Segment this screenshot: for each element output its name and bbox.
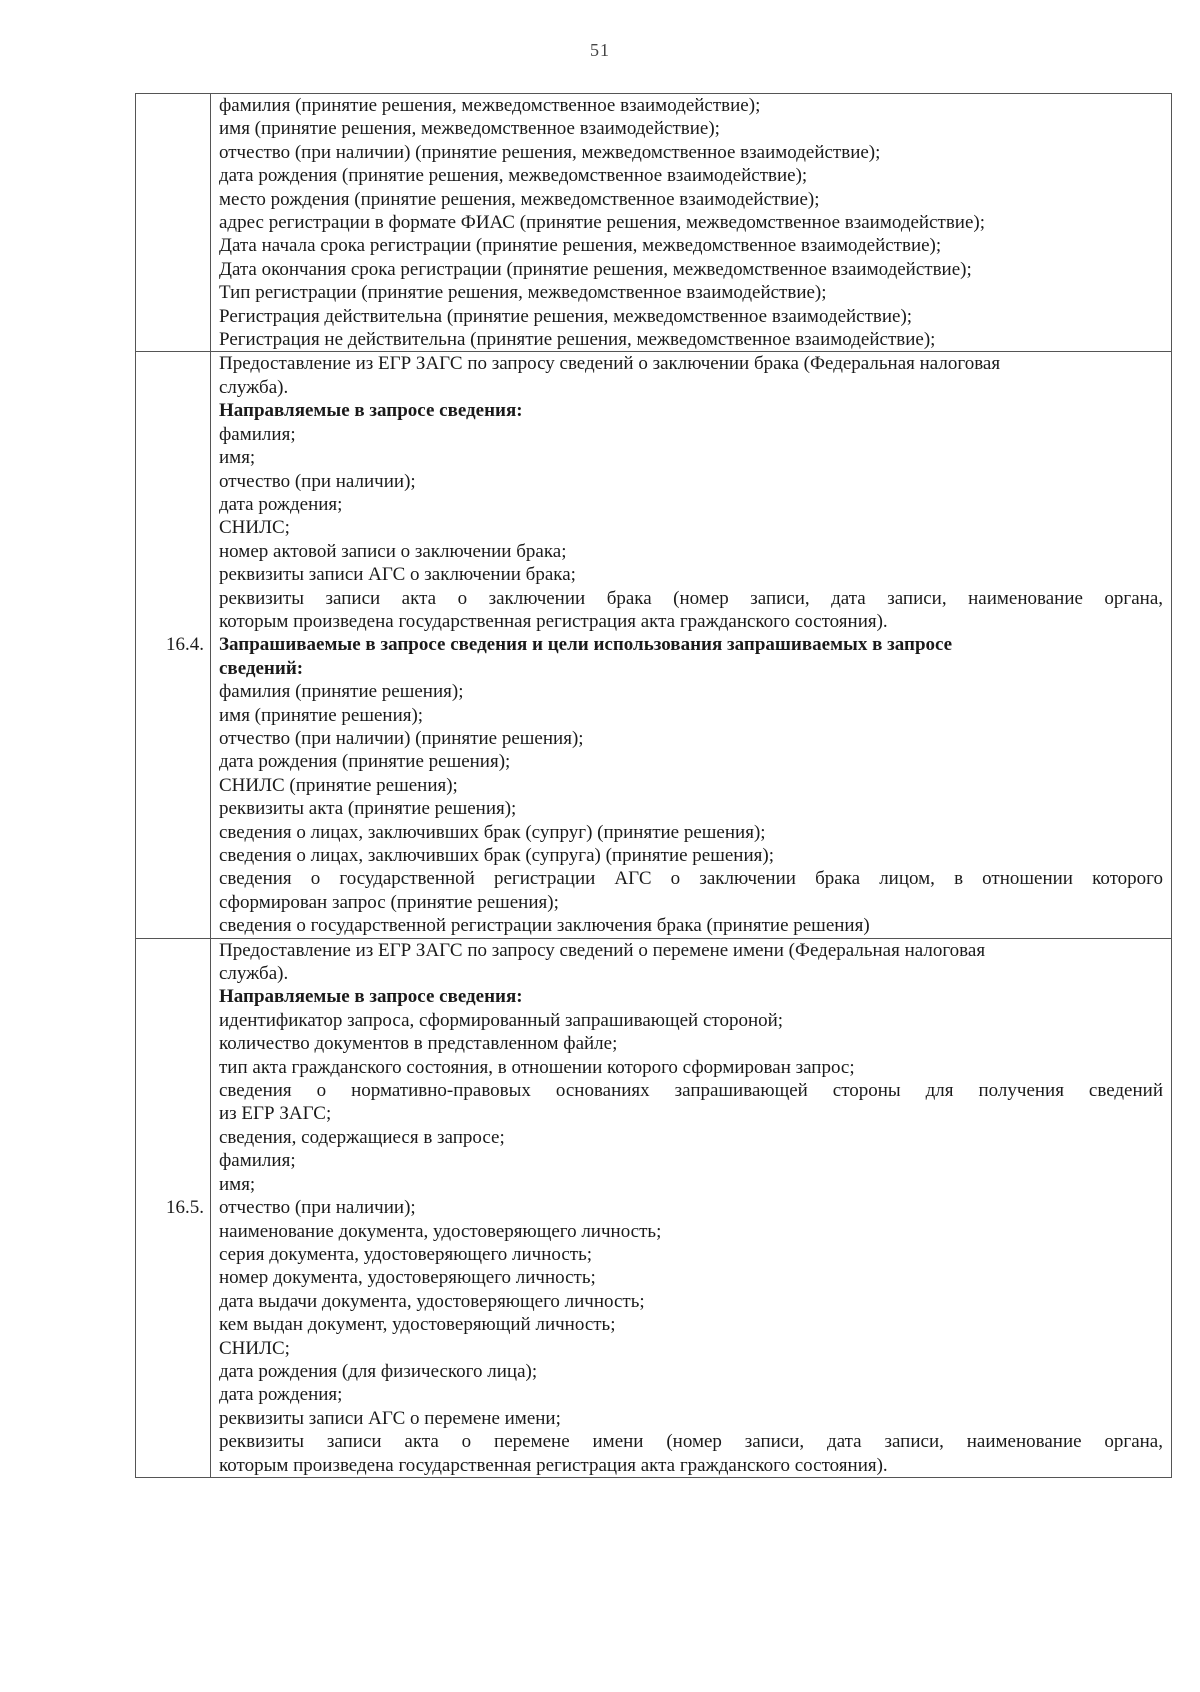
content-line: которым произведена государственная регистрация акта гражданского состояния). — [219, 610, 888, 632]
content-line: дата рождения (для физического лица); — [219, 1360, 538, 1382]
content-line: СНИЛС; — [219, 517, 290, 539]
content-line: реквизиты записи акта о заключении брака (номер записи, дата записи, наименование органа, — [219, 587, 1163, 609]
content-line: реквизиты записи акта о перемене имени (номер записи, дата записи, наименование органа, — [219, 1431, 1163, 1453]
table-row — [136, 352, 1172, 938]
content-line: сведения о лицах, заключивших брак (супруг) (принятие решения); — [219, 821, 766, 843]
table-row — [136, 94, 1172, 352]
content-line: количество документов в представленном файле; — [219, 1033, 618, 1055]
content-line: место рождения (принятие решения, межведомственное взаимодействие); — [219, 188, 820, 210]
row-number: 16.5. — [166, 1197, 204, 1219]
content-line: сведения о лицах, заключивших брак (супруга) (принятие решения); — [219, 845, 774, 866]
section-heading: Направляемые в запросе сведения: — [219, 400, 523, 422]
content-line: имя; — [219, 447, 256, 469]
content-line: сведения о нормативно-правовых основаниях запрашивающей стороны для получения сведений — [219, 1080, 1163, 1102]
table-body — [136, 94, 1172, 1478]
content-line: отчество (при наличии); — [219, 470, 416, 492]
content-line: наименование документа, удостоверяющего личность; — [219, 1220, 662, 1242]
content-line: Тип регистрации (принятие решения, межведомственное взаимодействие); — [219, 282, 827, 304]
content-line: сведения о государственной регистрации заключения брака (принятие решения) — [219, 915, 870, 937]
content-line: кем выдан документ, удостоверяющий личность; — [219, 1314, 616, 1336]
content-line: служба). — [219, 963, 289, 985]
content-line: отчество (при наличии) (принятие решения); — [219, 727, 584, 749]
row-number-cell — [136, 352, 211, 938]
content-line: фамилия (принятие решения); — [219, 681, 464, 703]
content-line: дата рождения (принятие решения); — [219, 751, 511, 773]
content-line: адрес регистрации в формате ФИАС (принятие решения, межведомственное взаимодействие); — [219, 212, 986, 234]
section-heading: сведений: — [219, 657, 304, 679]
content-line: дата рождения (принятие решения, межведомственное взаимодействие); — [219, 165, 808, 187]
row-number: 16.4. — [166, 634, 204, 656]
row-content-cell — [211, 94, 1172, 352]
content-line: тип акта гражданского состояния, в отношении которого сформирован запрос; — [219, 1056, 855, 1078]
content-line: фамилия; — [219, 1150, 296, 1172]
content-line: фамилия; — [219, 423, 296, 445]
content-line: Предоставление из ЕГР ЗАГС по запросу сведений о заключении брака (Федеральная налоговая — [219, 353, 1001, 375]
content-line: из ЕГР ЗАГС; — [219, 1103, 332, 1125]
row-number-cell — [136, 94, 211, 352]
content-line: имя (принятие решения); — [219, 704, 424, 726]
row-number-cell — [136, 938, 211, 1477]
content-line: дата рождения; — [219, 1384, 343, 1406]
table-row — [136, 938, 1172, 1477]
content-line: имя; — [219, 1173, 256, 1195]
row-content-cell — [211, 938, 1172, 1477]
content-line: дата выдачи документа, удостоверяющего личность; — [219, 1290, 645, 1312]
content-line: Предоставление из ЕГР ЗАГС по запросу сведений о перемене имени (Федеральная налоговая — [219, 939, 986, 961]
content-line: идентификатор запроса, сформированный запрашивающей стороной; — [219, 1009, 784, 1031]
section-heading: Запрашиваемые в запросе сведения и цели использования запрашиваемых в запросе — [219, 634, 953, 656]
content-line: Регистрация действительна (принятие решения, межведомственное взаимодействие); — [219, 305, 913, 327]
content-line: фамилия (принятие решения, межведомственное взаимодействие); — [219, 95, 761, 116]
content-line: Дата окончания срока регистрации (принятие решения, межведомственное взаимодействие); — [219, 258, 972, 280]
content-line: сведения, содержащиеся в запросе; — [219, 1126, 505, 1148]
content-line: имя (принятие решения, межведомственное взаимодействие); — [219, 118, 720, 140]
content-line: Регистрация не действительна (принятие решения, межведомственное взаимодействие); — [219, 329, 936, 351]
content-line: отчество (при наличии); — [219, 1197, 416, 1219]
content-line: Дата начала срока регистрации (принятие решения, межведомственное взаимодействие); — [219, 235, 942, 257]
content-line: номер актовой записи о заключении брака; — [219, 540, 567, 562]
row-content-cell — [211, 352, 1172, 938]
content-line: СНИЛС; — [219, 1337, 290, 1359]
content-line: дата рождения; — [219, 493, 343, 515]
content-line: номер документа, удостоверяющего личность; — [219, 1267, 596, 1289]
content-line: реквизиты акта (принятие решения); — [219, 798, 517, 820]
content-line: СНИЛС (принятие решения); — [219, 774, 458, 796]
section-heading: Направляемые в запросе сведения: — [219, 986, 523, 1008]
content-line: которым произведена государственная регистрация акта гражданского состояния). — [219, 1454, 888, 1476]
content-line: сведения о государственной регистрации АГС о заключении брака лицом, в отношении которого — [219, 868, 1163, 890]
content-line: сформирован запрос (принятие решения); — [219, 891, 559, 913]
content-line: отчество (при наличии) (принятие решения, межведомственное взаимодействие); — [219, 141, 881, 163]
content-line: реквизиты записи АГС о перемене имени; — [219, 1407, 561, 1429]
content-line: серия документа, удостоверяющего личность; — [219, 1243, 593, 1265]
page-number: 51 — [590, 40, 610, 60]
document-table — [135, 93, 1172, 1478]
content-line: реквизиты записи АГС о заключении брака; — [219, 564, 576, 586]
content-line: служба). — [219, 376, 289, 398]
